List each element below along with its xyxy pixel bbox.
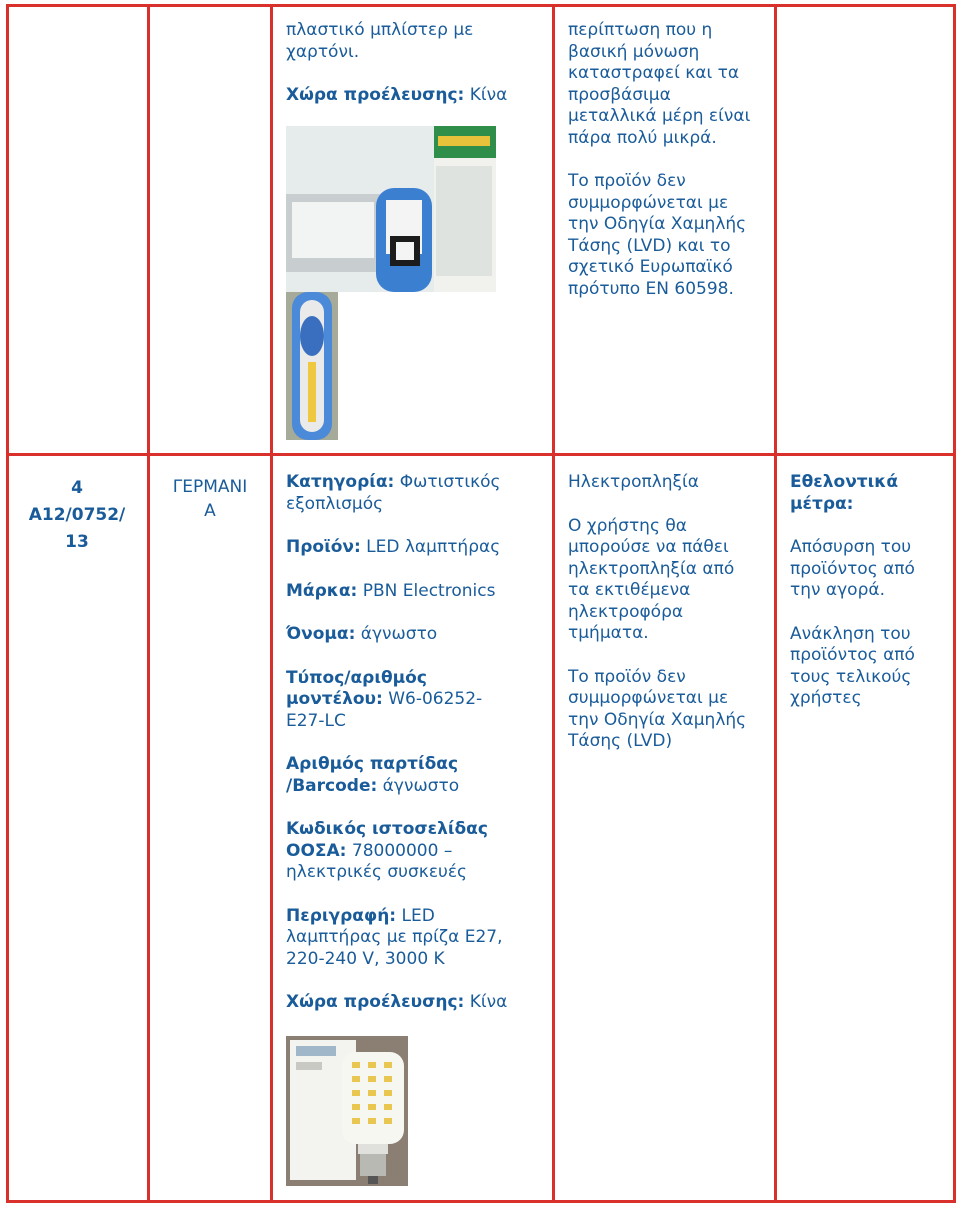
text-line: περίπτωση που η: [568, 20, 713, 40]
text-line: τους τελικούς: [790, 666, 912, 687]
text-line: συμμορφώνεται με: [568, 192, 729, 213]
text-line: ηλεκτροφόρα: [568, 601, 684, 622]
row2-country-cell: [150, 475, 270, 523]
category-line: [286, 472, 548, 494]
text-line: πάρα πολύ μικρά.: [568, 127, 717, 148]
table-border-col3: [552, 4, 555, 1203]
table-border-left: [6, 4, 9, 1203]
table-border-col1: [147, 4, 150, 1203]
batch-label-line2: /Barcode:: [286, 775, 378, 796]
country-line2: Α: [204, 501, 216, 521]
text-line: προϊόντος από: [790, 558, 915, 579]
category-value: Φωτιστικός: [394, 472, 501, 492]
text-line: την αγορά.: [790, 580, 885, 600]
batch-line: [286, 776, 548, 798]
product-value: LED λαμπτήρας: [360, 537, 501, 557]
text-line: πρότυπο EN 60598.: [568, 278, 734, 299]
brand-value: PBN Electronics: [357, 580, 496, 601]
description-value-line3: 220-240 V, 3000 K: [286, 948, 445, 969]
row2-product-cell: [286, 472, 548, 1014]
row1-risk-cell: [568, 20, 768, 300]
origin-line: [286, 85, 548, 107]
text-line: χαρτόνι.: [286, 41, 360, 62]
notification-code-line1: A12/0752/: [28, 505, 126, 525]
text-line: την Οδηγία Χαμηλής: [568, 214, 747, 234]
description-line: [286, 906, 548, 928]
model-line: [286, 689, 548, 711]
text-line: την Οδηγία Χαμηλής: [568, 709, 747, 730]
text-line: βασική μόνωση: [568, 41, 700, 62]
batch-label-line1: Αριθμός παρτίδας: [286, 754, 459, 774]
risk-title: Ηλεκτροπληξία: [568, 472, 699, 492]
model-label-line2: μοντέλου:: [286, 689, 383, 709]
product-photo-led-bulb: [286, 1036, 408, 1186]
oecd-line: [286, 841, 548, 863]
description-label: Περιγραφή:: [286, 905, 397, 926]
oecd-label-line1: Κωδικός ιστοσελίδας: [286, 819, 488, 839]
product-photo-blister-pack: [286, 126, 496, 292]
text-line: μεταλλικά μέρη είναι: [568, 106, 751, 126]
flashlight-image: [286, 292, 338, 440]
text-line: ηλεκτροπληξία από: [568, 558, 735, 579]
row2-number-cell: [10, 475, 144, 556]
country-line1: ΓΕΡΜΑΝΙ: [172, 477, 248, 497]
text-line: Το προϊόν δεν: [568, 666, 686, 687]
blister-pack-image: [286, 126, 496, 292]
text-line: Απόσυρση του: [790, 537, 912, 557]
measures-title-line1: Εθελοντικά: [790, 472, 899, 492]
table-border-col4: [774, 4, 777, 1203]
text-line: προϊόντος από: [790, 645, 915, 665]
text-line: προσβάσιμα: [568, 84, 671, 105]
text-line: μπορούσε να πάθει: [568, 537, 729, 557]
row2-risk-cell: [568, 472, 768, 753]
category-value-line2: εξοπλισμός: [286, 493, 384, 514]
text-line: Το προϊόν δεν: [568, 171, 686, 191]
text-line: Ο χρήστης θα: [568, 515, 687, 536]
text-line: Τάσης (LVD) και το: [568, 235, 731, 256]
origin-label: Χώρα προέλευσης:: [286, 85, 465, 105]
notification-code-line2: 13: [65, 532, 89, 552]
model-value: W6-06252-: [382, 689, 483, 709]
table-border-right: [953, 4, 956, 1203]
name-line: [286, 624, 548, 646]
origin-line: [286, 992, 548, 1014]
origin-value: Κίνα: [464, 85, 508, 105]
oecd-value: 78000000 –: [346, 840, 453, 861]
text-line: σχετικό Ευρωπαϊκό: [568, 257, 733, 277]
text-line: καταστραφεί και τα: [568, 63, 740, 83]
table-border-col2: [270, 4, 273, 1203]
row1-product-cell: [286, 20, 548, 107]
text-line: τα εκτιθέμενα: [568, 580, 691, 600]
oecd-value-line2: ηλεκτρικές συσκευές: [286, 862, 468, 882]
text-line: τμήματα.: [568, 623, 649, 643]
text-line: Τάσης (LVD): [568, 731, 673, 751]
name-value: άγνωστο: [355, 624, 438, 644]
product-line: [286, 537, 548, 559]
led-bulb-image: [286, 1036, 408, 1186]
category-label: Κατηγορία:: [286, 472, 395, 492]
brand-label: Μάρκα:: [286, 580, 358, 601]
oecd-label-line2: ΟΟΣΑ:: [286, 840, 347, 861]
measures-title-line2: μέτρα:: [790, 493, 854, 514]
entry-number: 4: [71, 478, 83, 498]
text-line: συμμορφώνεται με: [568, 688, 729, 708]
product-label: Προϊόν:: [286, 537, 361, 557]
description-value-line2: λαμπτήρας με πρίζα E27,: [286, 927, 503, 947]
batch-value: άγνωστο: [377, 775, 460, 796]
row2-measures-cell: [790, 472, 950, 710]
name-label: Όνομα:: [286, 624, 356, 644]
brand-line: [286, 581, 548, 603]
text-line: πλαστικό μπλίστερ με: [286, 20, 474, 40]
text-line: χρήστες: [790, 688, 862, 708]
model-label-line1: Τύπος/αριθμός: [286, 667, 427, 688]
model-value-line2: E27-LC: [286, 710, 346, 731]
text-line: Ανάκληση του: [790, 623, 911, 644]
origin-value: Κίνα: [464, 992, 508, 1012]
origin-label: Χώρα προέλευσης:: [286, 992, 465, 1012]
description-value: LED: [396, 905, 435, 926]
product-photo-flashlight: [286, 292, 338, 440]
